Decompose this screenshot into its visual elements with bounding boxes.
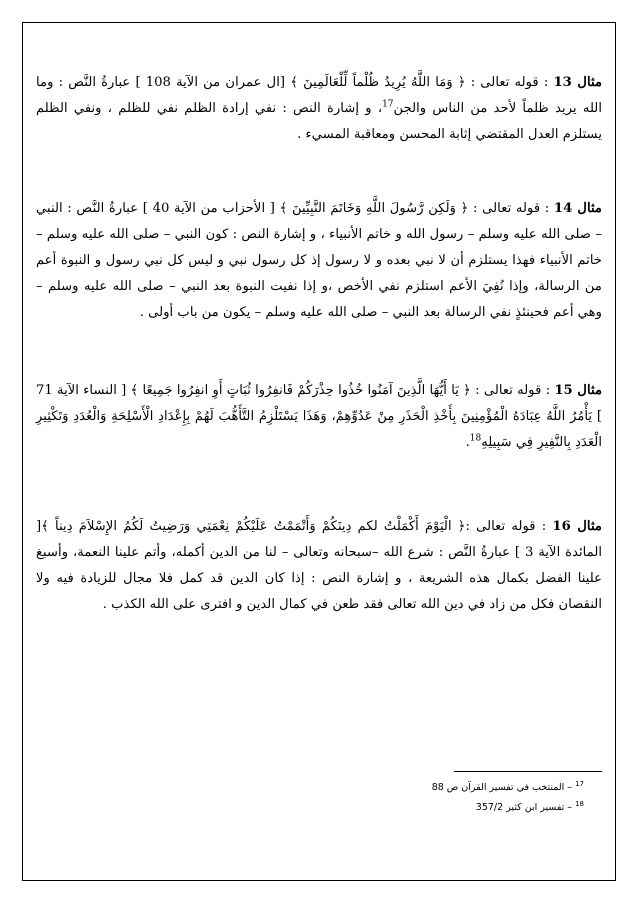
footnote-ref-18[interactable]: 18 (469, 433, 482, 444)
footnote-divider (454, 771, 602, 772)
example-16-heading: مثال 16 (552, 519, 602, 534)
footnotes-section (36, 771, 602, 818)
document-body (36, 70, 602, 618)
footnote-17-number: 17 (575, 779, 584, 788)
footnote-17 (36, 778, 602, 798)
footnote-18-text: – تفسير ابن كثير 357/2 (475, 802, 576, 813)
example-13-heading: مثال 13 (553, 75, 603, 90)
footnote-17-text: – المنتخب في تفسير القرآن ص 88 (431, 782, 576, 793)
example-13-text-rest: ، و إشارة النص : نفي إرادة الظلم نفي للظلم ، ونفي الظلم يستلزم العدل المقتضي إثابة المحسن ومعاقبة المسيء . (36, 101, 602, 142)
example-15-paragraph (36, 378, 602, 456)
example-16-text: : قوله تعالى :﴿ الْيَوْمَ أَكْمَلْتُ لكم دِينَكُمْ وَأَتْمَمْتُ عَلَيْكُمْ نِعْمَتِي وَرَضِيتُ لَكُمُ الإِسْلاَمَ دِيناً ﴾[ المائدة الآية 3 ] عبارةُ النَّص : شرع الله –سبحانه وتعالى – لنا من الدين أكمله، وأتم علينا النعمة، وأسبغ علينا الفضل بكمال هذه الشريعة ، و إشارة النص : إذا كان الدين قد كمل فلا مجال للزيادة فيه ولا النقصان فكل من زاد في دين الله تعالى فقد طعن في كمال الدين و افترى على الله الكذب . (36, 519, 602, 612)
example-16-paragraph (36, 514, 602, 618)
example-14-text: : قوله تعالى : ﴿ وَلَكِن رَّسُولَ اللَّهِ وَخَاتَمَ النَّبِيِّينَ ﴾ [ الأحزاب من الآية 40 ] عبارةُ النَّص : النبي – صلى الله عليه وسلم – رسول الله و خاتم الأنبياء ، و إشارة النص : كون النبي – صلى الله عليه وسلم – خاتم الأنبياء فهذا يستلزم أن لا نبي بعده و لا رسول إذ كل رسول نبي و ليس كل نبي رسول و النبوة أعم من الرسالة، وإذا نُفِيَ الأعم استلزم نفي الأخص ،و إذا نفيت النبوة بعد النبي – صلى الله عليه وسلم – وهي أعم فحينئذٍ نفي الرسالة بعد النبي – صلى الله عليه وسلم – يكون من باب أولى . (36, 201, 602, 320)
footnote-18 (36, 798, 602, 818)
footnote-ref-17[interactable]: 17 (382, 99, 394, 110)
example-13-text: : قوله تعالى : ﴿ وَمَا اللَّهُ يُرِيدُ ظُلْماً لِّلْعَالَمِينَ ﴾ [ال عمران من الآية 108 ] عبارةُ النَّص : وما الله يريد ظلماً لأحد من الناس والجن (36, 75, 602, 116)
example-15-text: : قوله تعالى : ﴿ يَا أَيُّهَا الَّذِينَ آمَنُوا خُذُوا حِذْرَكُمْ فَانفِرُوا ثُبَاتٍ أَوِ انفِرُوا جَمِيعًا ﴾ [ النساء الآية 71 ] يَأْمُرُ اللَّهُ عِبَادَهُ الْمُؤْمِنِينَ بِأَخْذِ الْحَذَرِ مِنْ عَدُوِّهِمْ، وَهَذَا يَسْتَلْزِمُ التَّأَهُّبَ لَهُمْ بِإِعْدَادِ الْأَسْلِحَةِ وَالْعُدَدِ وَتَكْثِيرِ الْعَدَدِ بِالنَّفِيرِ فِي سَبِيلِهِ (36, 383, 602, 450)
example-14-paragraph (36, 196, 602, 326)
example-13-paragraph (36, 70, 602, 148)
example-15-text-rest: . (465, 435, 470, 450)
example-15-heading: مثال 15 (554, 383, 603, 398)
footnote-18-number: 18 (575, 799, 584, 808)
example-14-heading: مثال 14 (553, 201, 602, 216)
